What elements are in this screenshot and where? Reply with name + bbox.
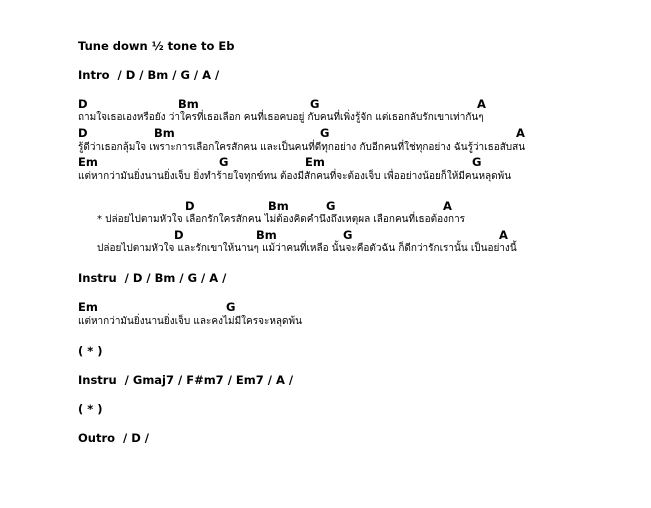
outro-line: Outro / D /	[78, 431, 149, 445]
chord: A	[443, 199, 452, 213]
instru-line: Instru / Gmaj7 / F#m7 / Em7 / A /	[78, 373, 294, 387]
chord: Em	[305, 155, 325, 169]
chord: G	[219, 155, 229, 169]
chord: G	[343, 228, 353, 242]
chorus-line2-lyric: ปล่อยไปตามหัวใจ และรักเขาให้นานๆ แม้ว่าคนที่เหลือ นั้นจะคือตัวฉัน ก็ดีกว่ารักเรานั้น เป็นอย่างนี้	[97, 243, 517, 254]
chord: A	[499, 228, 508, 242]
chord: Em	[78, 300, 98, 314]
chord: D	[78, 126, 88, 140]
chorus-line1-lyric: * ปล่อยไปตามหัวใจ เลือกรักใครสักคน ไม่ต้องคิดคำนึงถึงเหตุผล เลือกคนที่เธอต้องการ	[97, 214, 466, 225]
verse-line1-lyric: ถามใจเธอเองหรือยัง ว่าใครที่เธอเลือก คนที่เธอคบอยู่ กับคนที่เพิ่งรู้จัก แต่เธอกลับรักเขาเท่ากันๆ	[78, 112, 484, 123]
chord: A	[516, 126, 525, 140]
chord: G	[320, 126, 330, 140]
verse-line2-lyric: รู้ดีว่าเธอกลุ้มใจ เพราะการเลือกใครสักคน และเป็นคนที่ดีทุกอย่าง กับอีกคนที่ใช่ทุกอย่าง ฉันรู้ว่าเธอสับสน	[78, 142, 526, 153]
chord: G	[326, 199, 336, 213]
chord: Bm	[178, 97, 199, 111]
chord: G	[472, 155, 482, 169]
chord: A	[477, 97, 486, 111]
repeat-chorus-marker: ( * )	[78, 402, 103, 416]
chord: Bm	[268, 199, 289, 213]
chord: Em	[78, 155, 98, 169]
verse-line3-lyric: แต่หากว่ามันยิ่งนานยิ่งเจ็บ ยิ่งทำร้ายใจทุกข์ทน ต้องมีสักคนที่จะต้องเจ็บ เพื่ออย่างน้อยก็ให้มีคนหลุดพ้น	[78, 171, 512, 182]
chord: D	[174, 228, 184, 242]
intro-line: Intro / D / Bm / G / A /	[78, 68, 220, 82]
tuning-line: Tune down ½ tone to Eb	[78, 39, 235, 53]
chord: G	[310, 97, 320, 111]
chord: D	[78, 97, 88, 111]
chord: Bm	[154, 126, 175, 140]
bridge-lyric: แต่หากว่ามันยิ่งนานยิ่งเจ็บ และคงไม่มีใครจะหลุดพ้น	[78, 316, 302, 327]
chord: G	[226, 300, 236, 314]
chord: Bm	[256, 228, 277, 242]
repeat-chorus-marker: ( * )	[78, 344, 103, 358]
instru-line: Instru / D / Bm / G / A /	[78, 271, 227, 285]
chord: D	[185, 199, 195, 213]
